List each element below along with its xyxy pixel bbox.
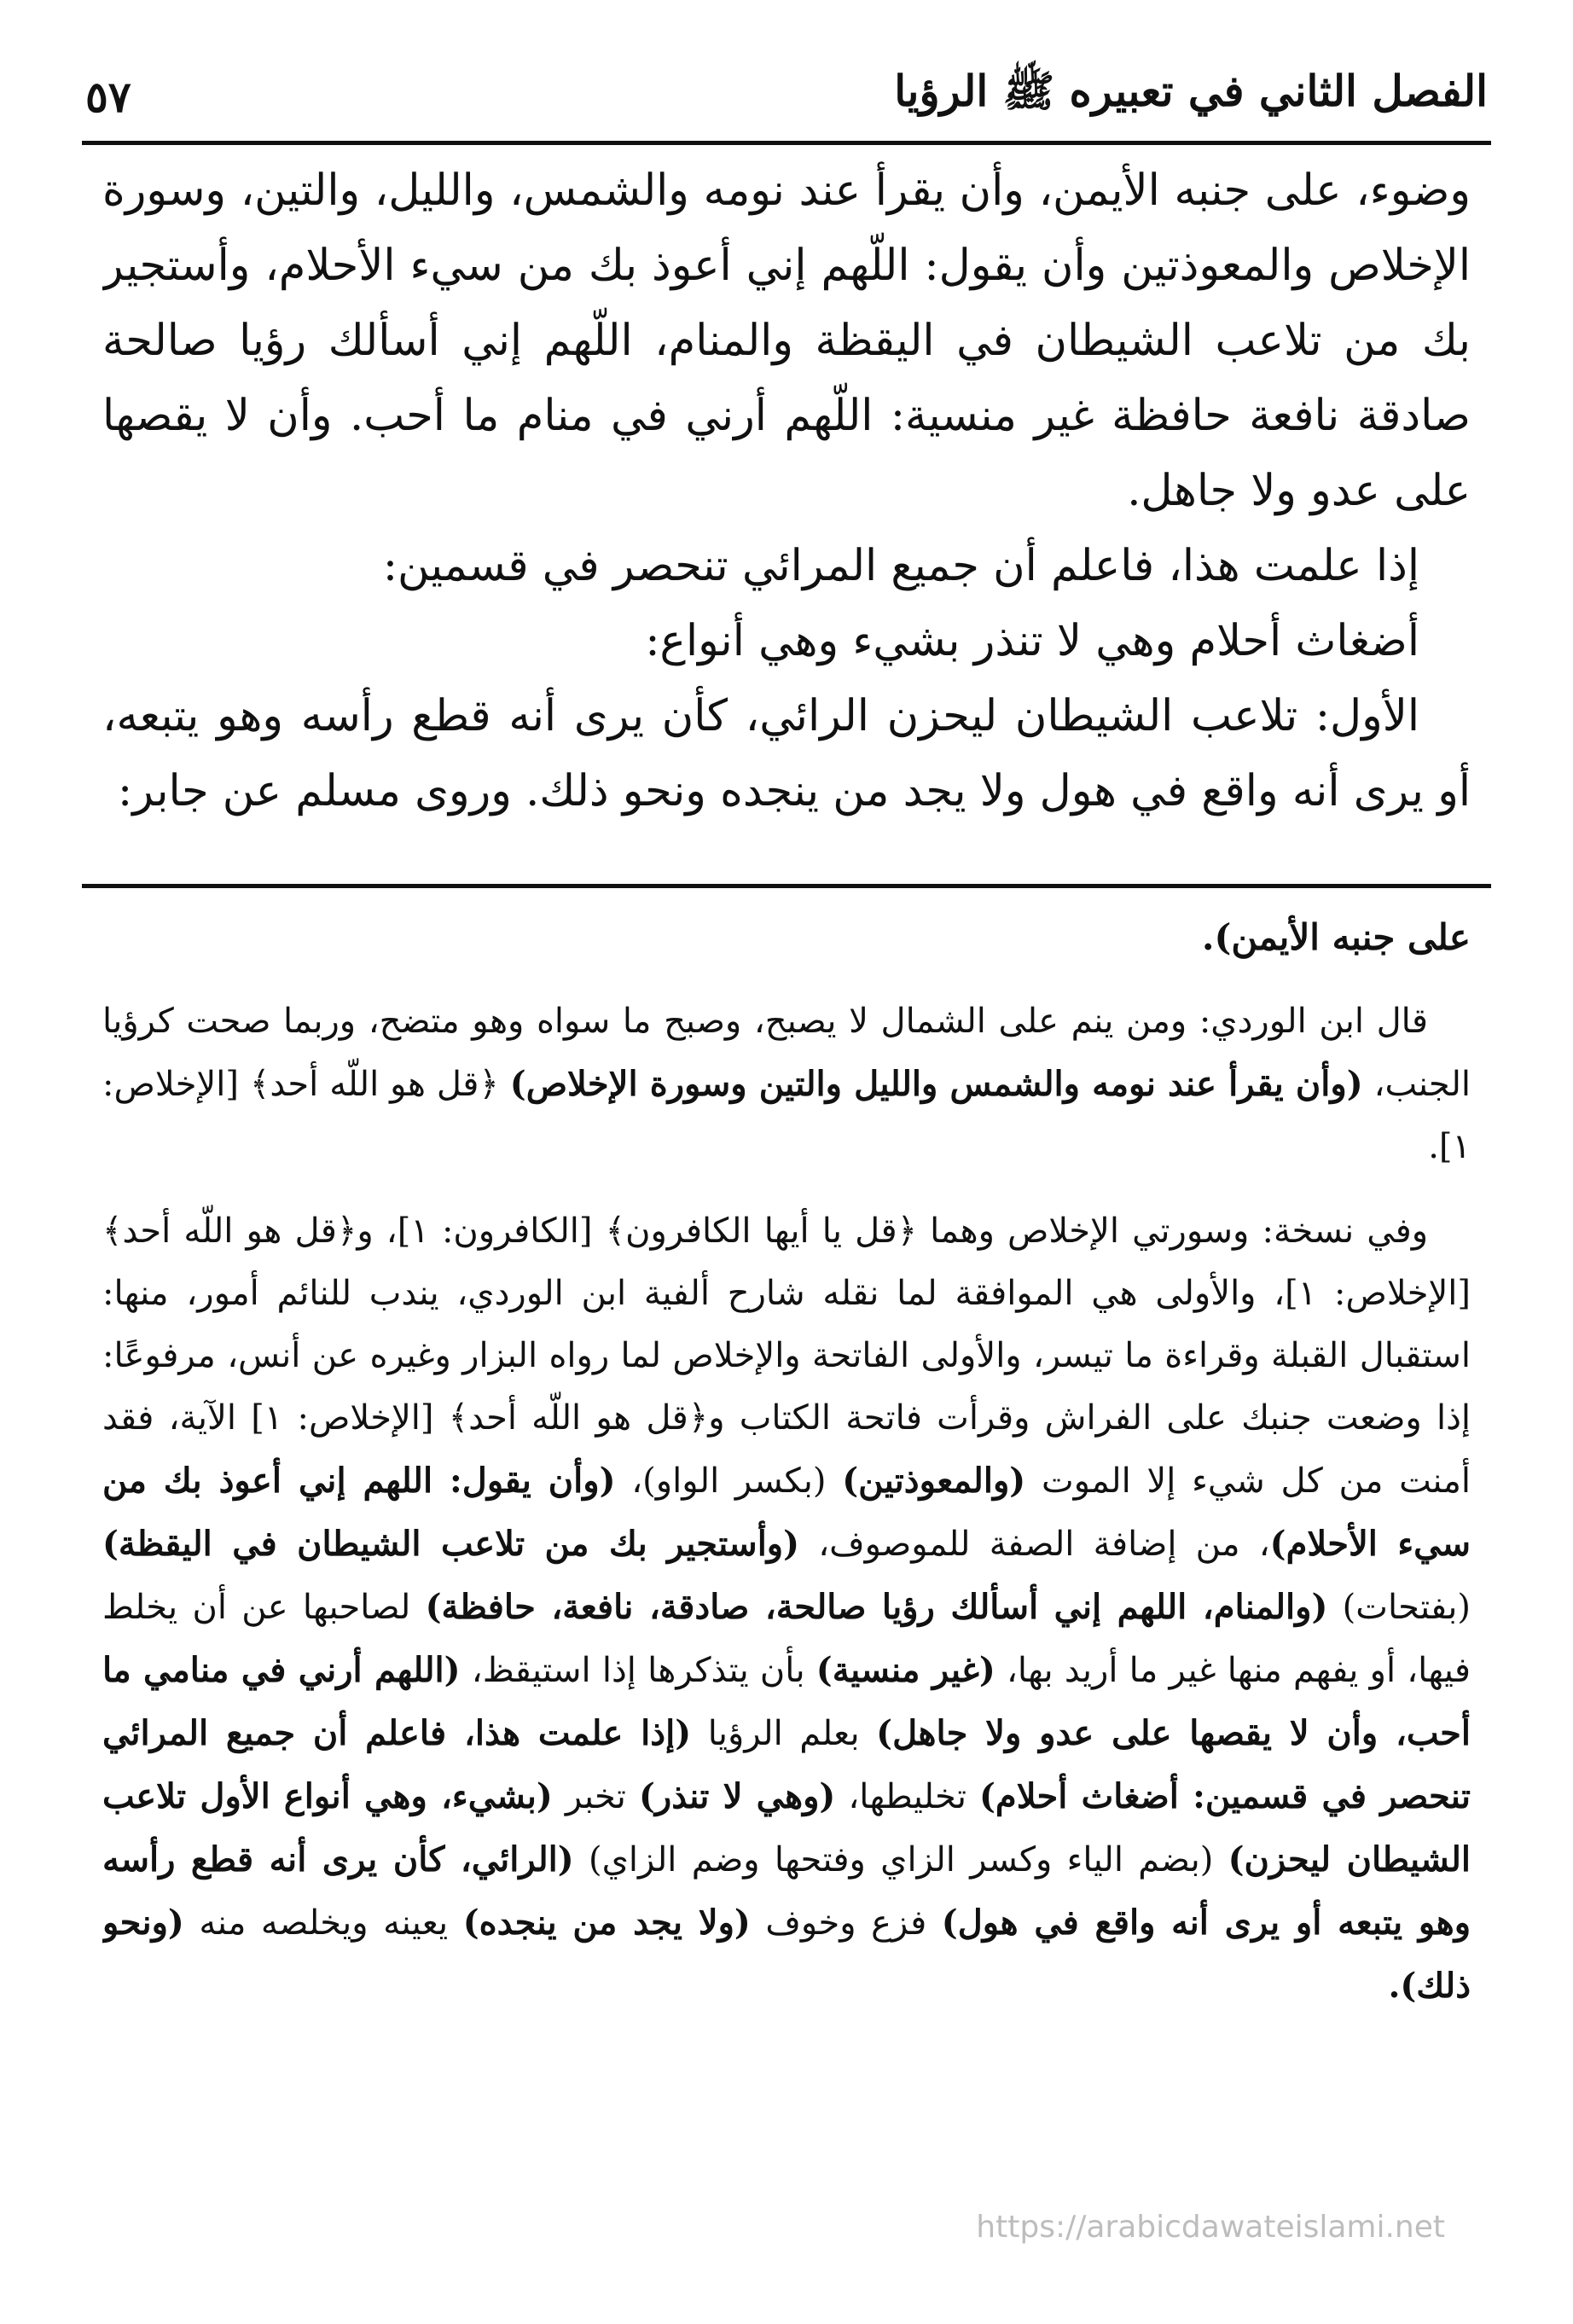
matn-quote: (إذا علمت هذا، فاعلم أن جميع المرائي تنحصر في قسمين: أضغاث أحلام) [102, 1713, 1471, 1816]
commentary-text: فزع وخوف [750, 1903, 942, 1943]
main-paragraph: إذا علمت هذا، فاعلم أن جميع المرائي تنحصر في قسمين: [382, 541, 1419, 591]
commentary-paragraph [102, 1200, 1471, 2018]
matn-quote: (بشيء، وهي أنواع الأول تلاعب الشيطان ليحزن) [102, 1776, 1471, 1880]
page-header [85, 49, 1488, 143]
footnote-rule [82, 884, 1491, 888]
matn-quote: (ولا يجد من ينجده) [462, 1903, 751, 1943]
matn-quote: (الرائي، كأن يرى أنه قطع رأسه وهو يتبعه أو يرى أنه واقع في هول) [102, 1839, 1471, 1943]
commentary-text: لصاحبها عن أن يخلط فيها، أو يفهم منها غير ما أريد بها، [102, 1588, 1471, 1690]
main-paragraph: وضوء، على جنبه الأيمن، وأن يقرأ عند نومه والشمس، والليل، والتين، وسورة الإخلاص والمعوذتين وأن يقول: اللّهم إني أعوذ بك من سيء الأحلام، وأستجير بك من تلاعب الشيطان في اليقظة والمنام، اللّهم إني أسألك رؤيا صالحة صادقة نافعة حافظة غير منسية: اللّهم أرني في منام ما أحب. وأن لا يقصها على عدو ولا جاهل. [102, 166, 1471, 516]
matn-quote: (والمعوذتين) [842, 1461, 1026, 1501]
commentary-text: تخليطها، [835, 1777, 979, 1816]
commentary-text: قال ابن الوردي: ومن ينم على الشمال لا يصبح، وصبح ما سواه وهو متضح، وربما صحت كرؤيا الجنب، [102, 1002, 1471, 1104]
commentary-text: تخبر [552, 1777, 639, 1816]
matn-quote: (وهي لا تنذر) [638, 1776, 836, 1816]
commentary-text: (بكسر الواو)، [615, 1461, 843, 1501]
watermark-link[interactable]: https://arabicdawateislami.net [976, 2210, 1445, 2245]
commentary-text: يعينه ويخلصه منه [183, 1903, 463, 1943]
commentary-paragraph [102, 991, 1471, 1178]
matn-quote: (اللهم أرني في منامي ما أحب، وأن لا يقصها على عدو ولا جاهل) [102, 1650, 1471, 1753]
matn-quote: (غير منسية) [816, 1650, 995, 1690]
commentary-text: ﴿قل هو اللّه أحد﴾ [الإخلاص: ١]. [102, 1065, 1471, 1166]
main-paragraph: أضغاث أحلام وهي لا تنذر بشيء وهي أنواع: [645, 616, 1419, 666]
commentary-text: وفي نسخة: وسورتي الإخلاص وهما ﴿قل يا أيها الكافرون﴾ [الكافرون: ١]، و﴿قل هو اللّه أحد﴾ [الإخلاص: ١]، والأولى هي الموافقة لما نقله شارح ألفية ابن الوردي، يندب للنائم أمور، منها: استقبال القبلة وقراءة ما تيسر، والأولى الفاتحة والإخلاص لما رواه البزار وغيره عن أنس، مرفوعًا: إذا وضعت جنبك على الفراش وقرأت فاتحة الكتاب و﴿قل هو اللّه أحد﴾ [الإخلاص: ١] الآية، فقد أمنت من كل شيء إلا الموت [102, 1211, 1471, 1501]
commentary-text: بعلم الرؤيا [691, 1714, 877, 1753]
commentary-text: (بضم الياء وكسر الزاي وفتحها وضم الزاي) [573, 1840, 1228, 1880]
commentary-heading: على جنبه الأيمن). [1201, 916, 1471, 958]
matn-quote: (ونحو ذلك). [102, 1903, 1471, 2006]
matn-quote: (وأن يقرأ عند نومه والشمس والليل والتين وسورة الإخلاص) [509, 1064, 1363, 1104]
commentary-text: (بفتحات) [1327, 1588, 1471, 1627]
running-title: الفصل الثاني في تعبيره ﷺ الرؤيا [894, 66, 1488, 116]
header-rule [82, 141, 1491, 145]
commentary-text: بأن يتذكرها إذا استيقظ، [460, 1651, 816, 1690]
matn-quote: (وأستجير بك من تلاعب الشيطان في اليقظة) [102, 1524, 800, 1564]
page-number: ٥٧ [85, 71, 131, 122]
main-text [102, 154, 1471, 870]
matn-quote: (وأن يقول: اللهم إني أعوذ بك من سيء الأحلام) [102, 1461, 1471, 1564]
matn-quote: (والمنام، اللهم إني أسألك رؤيا صالحة، صادقة، نافعة، حافظة) [425, 1587, 1328, 1627]
commentary-text: ، من إضافة الصفة للموصوف، [799, 1525, 1270, 1564]
main-paragraph: الأول: تلاعب الشيطان ليحزن الرائي، كأن يرى أنه قطع رأسه وهو يتبعه، أو يرى أنه واقع في هول ولا يجد من ينجده ونحو ذلك. وروى مسلم عن جابر: [102, 691, 1471, 816]
commentary [102, 906, 1471, 2160]
